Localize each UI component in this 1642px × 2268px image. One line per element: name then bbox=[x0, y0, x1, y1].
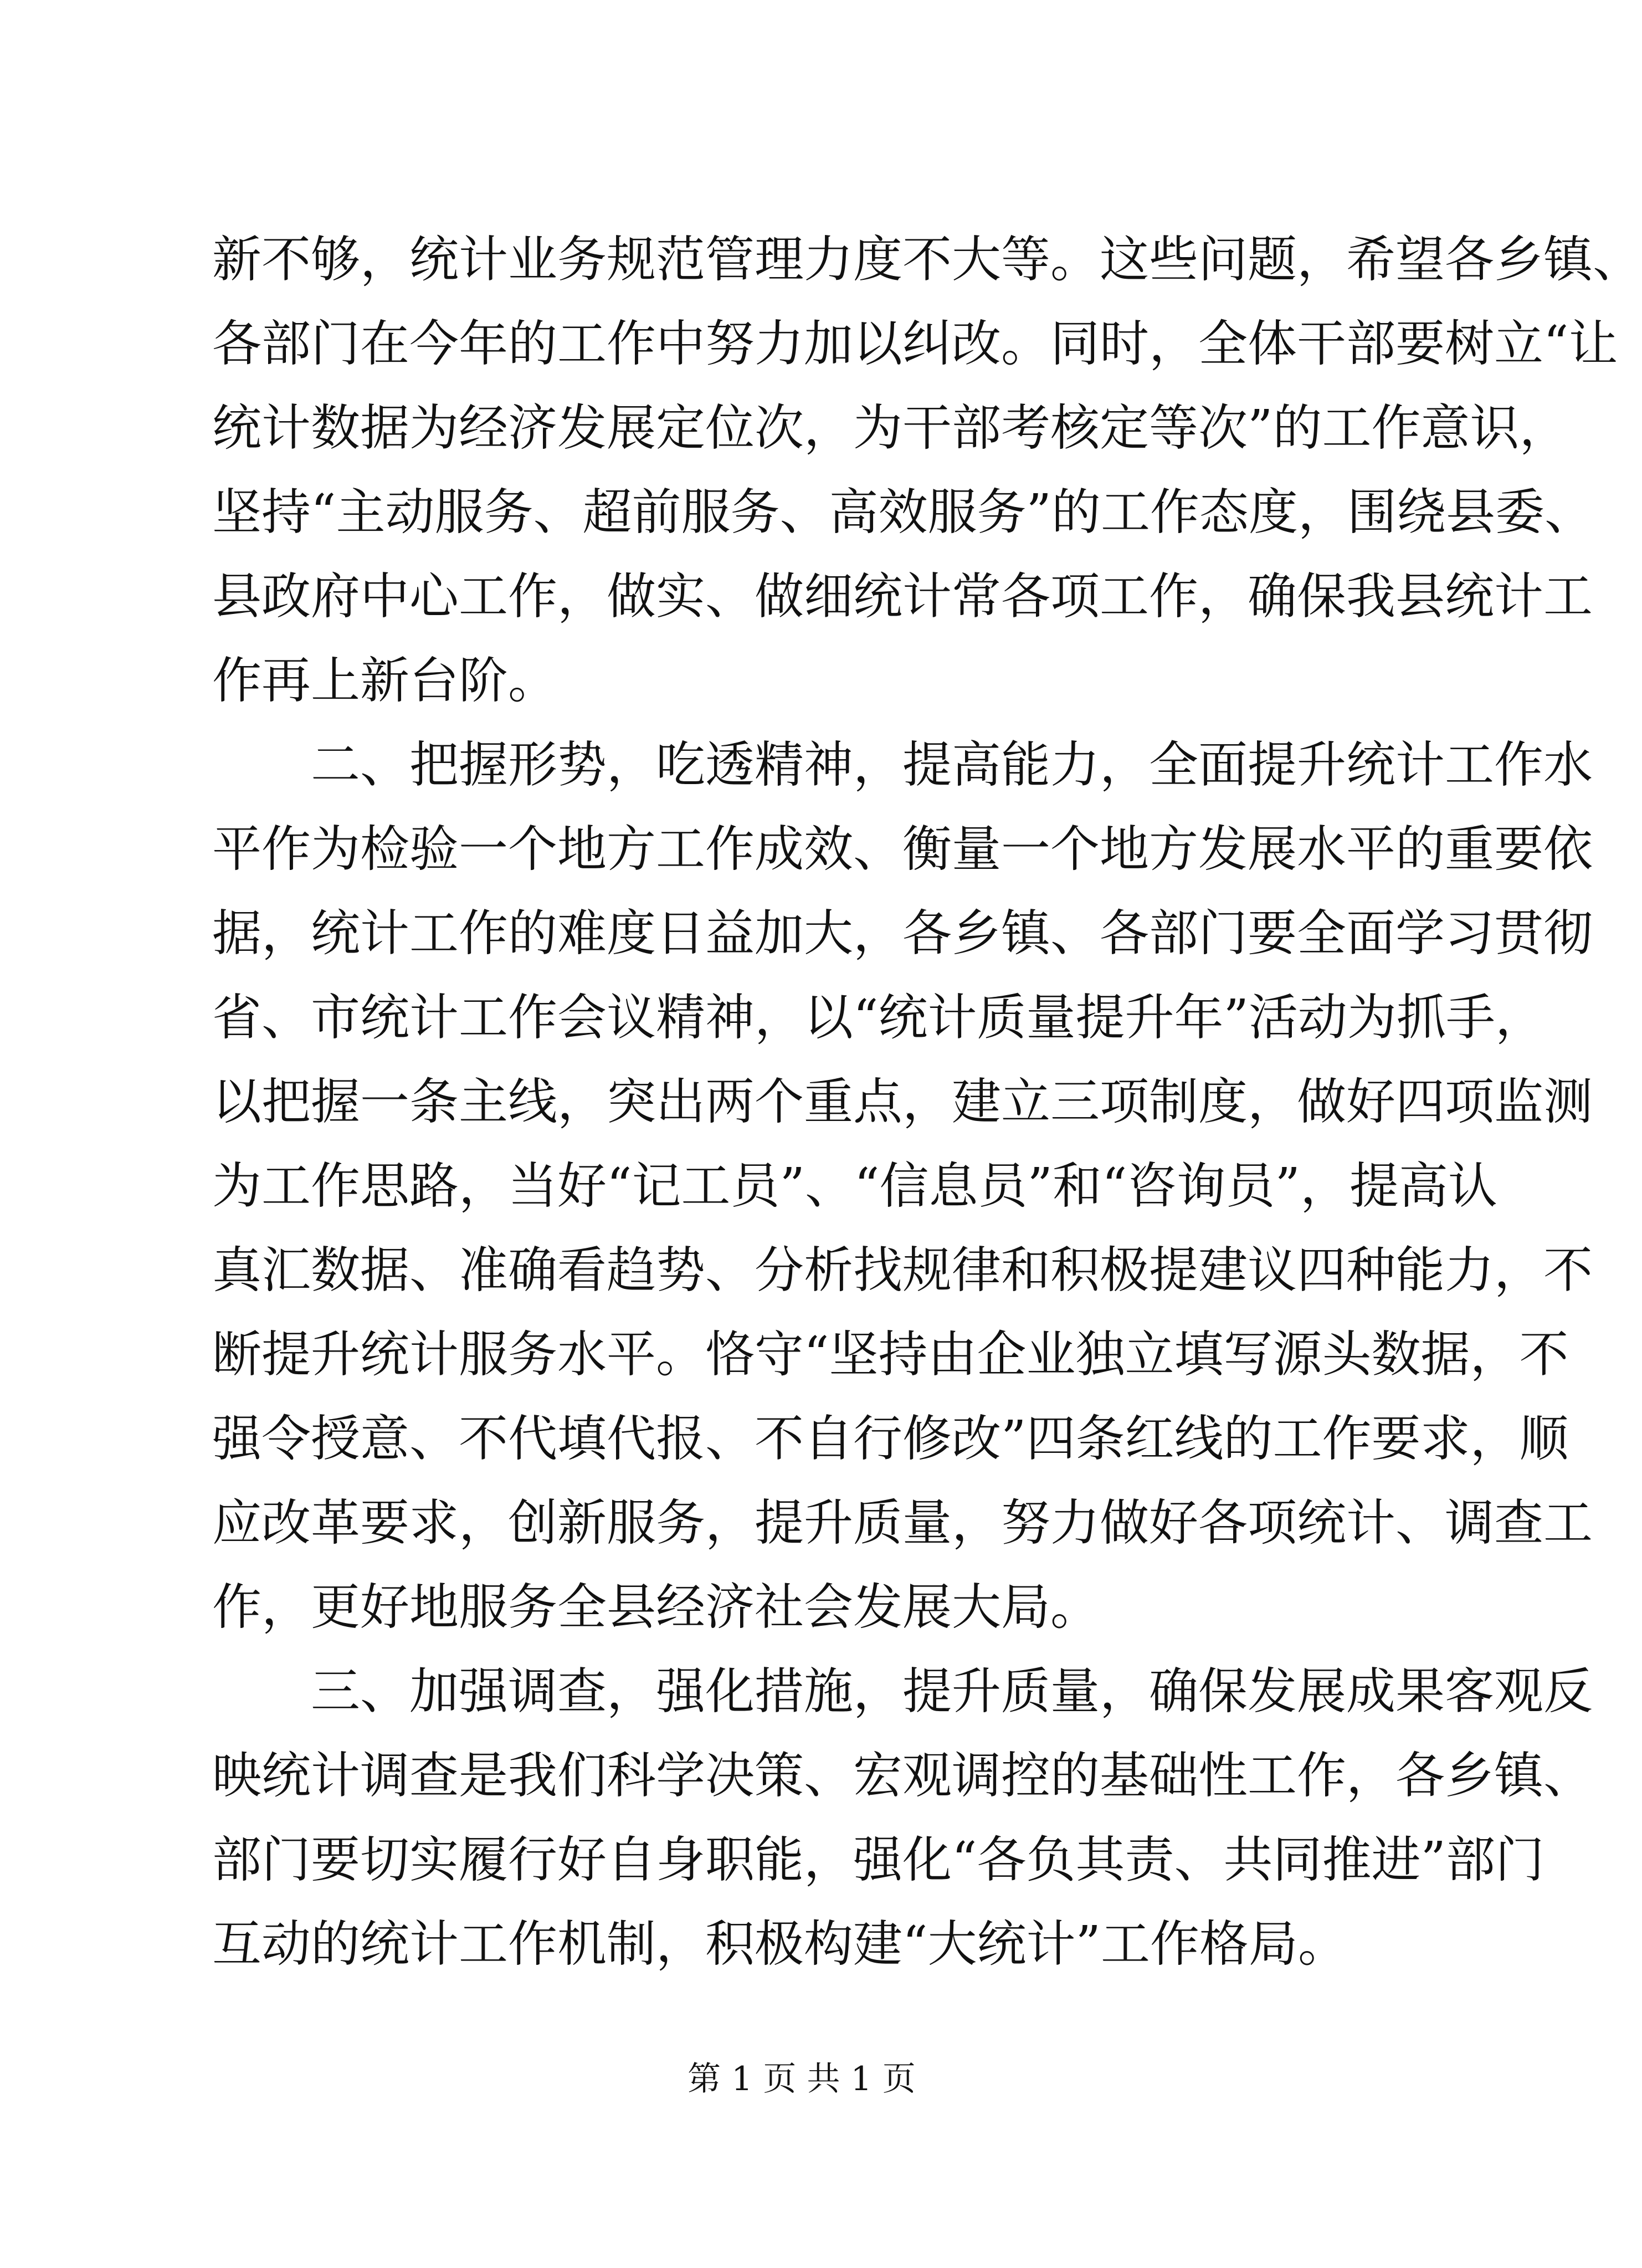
document-body bbox=[212, 217, 1642, 1986]
text-line: 坚持“主动服务、超前服务、高效服务”的工作态度，围绕县委、 bbox=[212, 483, 1594, 541]
text-line: 作再上新台阶。 bbox=[212, 652, 557, 709]
section-heading-line: 二、把握形势，吃透精神，提高能力，全面提升统计工作水 bbox=[311, 736, 1593, 793]
page-number-label: 第 1 页 共 1 页 bbox=[687, 2060, 916, 2098]
text-line: 新不够，统计业务规范管理力度不大等。这些问题，希望各乡镇、 bbox=[212, 231, 1642, 288]
text-line: 强令授意、不代填代报、不自行修改”四条红线的工作要求，顺 bbox=[212, 1410, 1569, 1467]
text-line: 以把握一条主线，突出两个重点，建立三项制度，做好四项监测 bbox=[212, 1073, 1593, 1130]
text-line: 省、市统计工作会议精神，以“统计质量提升年”活动为抓手， bbox=[212, 989, 1544, 1046]
text-line: 县政府中心工作，做实、做细统计常各项工作，确保我县统计工 bbox=[212, 567, 1593, 625]
text-line: 映统计调查是我们科学决策、宏观调控的基础性工作，各乡镇、 bbox=[212, 1747, 1593, 1804]
text-line: 平作为检验一个地方工作成效、衡量一个地方发展水平的重要依 bbox=[212, 820, 1593, 878]
text-line: 据，统计工作的难度日益加大，各乡镇、各部门要全面学习贯彻 bbox=[212, 904, 1593, 962]
text-line: 各部门在今年的工作中努力加以纠改。同时，全体干部要树立“让 bbox=[212, 315, 1618, 372]
text-line: 统计数据为经济发展定位次，为干部考核定等次”的工作意识， bbox=[212, 399, 1569, 457]
text-line: 互动的统计工作机制，积极构建“大统计”工作格局。 bbox=[212, 1915, 1347, 1973]
page-footer bbox=[0, 2057, 1603, 2101]
text-line: 部门要切实履行好自身职能，强化“各负其责、共同推进”部门 bbox=[212, 1831, 1544, 1888]
text-line: 断提升统计服务水平。恪守“坚持由企业独立填写源头数据，不 bbox=[212, 1325, 1569, 1383]
text-line: 为工作思路，当好“记工员”、“信息员”和“咨询员”，提高认 bbox=[212, 1157, 1497, 1215]
text-line: 作，更好地服务全县经济社会发展大局。 bbox=[212, 1578, 1100, 1636]
text-line: 真汇数据、准确看趋势、分析找规律和积极提建议四种能力，不 bbox=[212, 1241, 1593, 1299]
section-heading-line: 三、加强调查，强化措施，提升质量，确保发展成果客观反 bbox=[311, 1662, 1593, 1720]
text-line: 应改革要求，创新服务，提升质量，努力做好各项统计、调查工 bbox=[212, 1494, 1593, 1552]
